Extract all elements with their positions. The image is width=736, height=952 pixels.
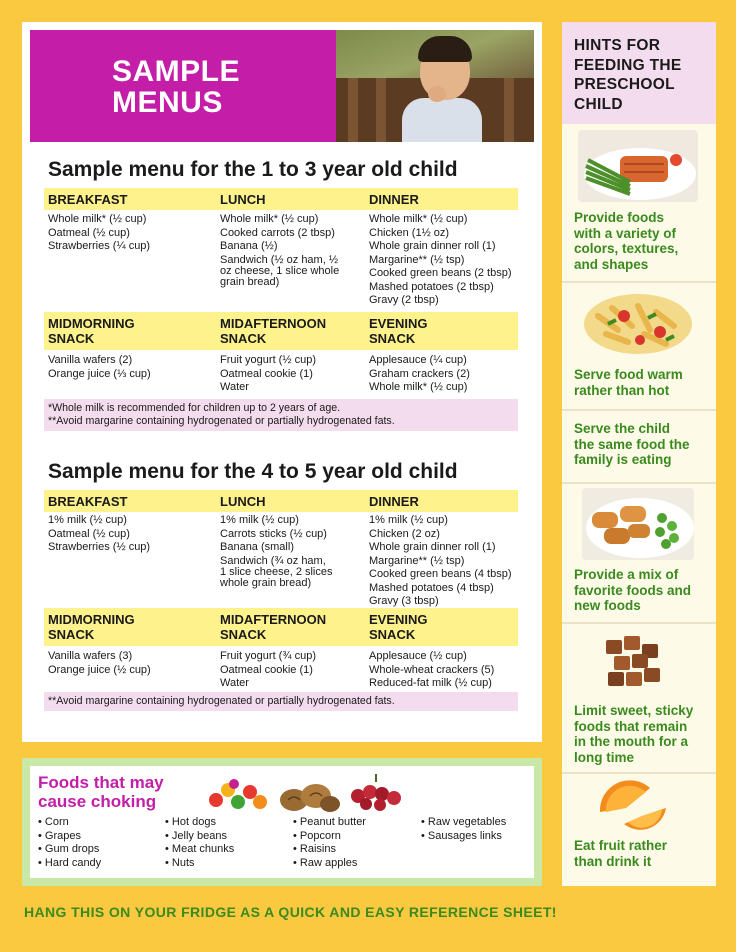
list-item: Margarine** (½ tsp) bbox=[369, 253, 465, 266]
hint-line: rather than hot bbox=[574, 382, 670, 398]
list-item: Water bbox=[220, 677, 249, 689]
menu2-evening-list bbox=[369, 650, 494, 691]
list-item: Fruit yogurt (½ cup) bbox=[220, 354, 316, 366]
list-item: Cooked green beans (4 tbsp) bbox=[369, 568, 512, 580]
list-item: grain bread) bbox=[220, 275, 280, 288]
menu1-breakfast-list bbox=[48, 213, 150, 254]
hint-line: the same food the bbox=[574, 436, 690, 452]
list-item: Whole milk* (½ cup) bbox=[369, 381, 468, 393]
hint-warm-food bbox=[574, 367, 714, 398]
list-item: Oatmeal cookie (1) bbox=[220, 367, 313, 380]
head-line: MIDAFTERNOON bbox=[220, 316, 327, 331]
menu1-midmorning-head bbox=[48, 316, 135, 346]
list-item: Whole milk* (½ cup) bbox=[220, 213, 319, 225]
list-item: Mashed potatoes (2 tbsp) bbox=[369, 280, 494, 293]
hint-line: Serve food warm bbox=[574, 367, 683, 382]
footnote: **Avoid margarine containing hydrogenated or partially hydrogenated fats. bbox=[48, 695, 395, 707]
list-item: 1% milk (½ cup) bbox=[48, 514, 127, 526]
choking-list-3 bbox=[293, 816, 366, 870]
list-item: 1% milk (½ cup) bbox=[369, 514, 448, 526]
menu1-lunch-list bbox=[220, 213, 339, 288]
hint-line: colors, textures, bbox=[574, 241, 679, 256]
menu1-footnotes bbox=[44, 399, 518, 431]
hint-limit-sticky bbox=[574, 703, 714, 765]
head-line: SNACK bbox=[369, 331, 416, 346]
menu2-dinner-head: DINNER bbox=[369, 494, 419, 509]
menu1-evening-head bbox=[369, 316, 428, 346]
hint-line: Serve the child bbox=[574, 421, 671, 436]
footnote: **Avoid margarine containing hydrogenated or partially hydrogenated fats. bbox=[48, 415, 395, 427]
menu2-midmorning-head bbox=[48, 612, 135, 642]
list-item: Whole milk* (½ cup) bbox=[48, 213, 147, 225]
list-item: Fruit yogurt (¾ cup) bbox=[220, 650, 316, 662]
menu1-breakfast-head: BREAKFAST bbox=[48, 192, 128, 207]
choking-list-1 bbox=[38, 816, 101, 870]
list-item: Applesauce (¼ cup) bbox=[369, 354, 467, 366]
list-item: • Peanut butter bbox=[293, 816, 366, 830]
list-item: Margarine** (½ tsp) bbox=[369, 554, 465, 567]
list-item: Sandwich (¾ oz ham, bbox=[220, 554, 326, 567]
list-item: Whole grain dinner roll (1) bbox=[369, 240, 496, 252]
list-item: Sandwich (½ oz ham, ½ bbox=[220, 253, 339, 266]
head-line: SNACK bbox=[220, 627, 267, 642]
list-item: • Grapes bbox=[38, 830, 101, 844]
list-item: • Raisins bbox=[293, 843, 366, 857]
hint-line: foods that remain bbox=[574, 718, 688, 734]
chicken-nuggets-peas-icon bbox=[582, 488, 694, 560]
menu2-midmorning-list bbox=[48, 650, 151, 677]
caramel-candy-icon bbox=[596, 630, 668, 696]
list-item: Orange juice (½ cup) bbox=[48, 663, 151, 676]
choking-list-2 bbox=[165, 816, 234, 870]
hint-line: than drink it bbox=[574, 853, 652, 869]
hint-divider bbox=[562, 482, 716, 484]
list-item: • Sausages links bbox=[421, 830, 506, 844]
list-item: Whole milk* (½ cup) bbox=[369, 213, 468, 225]
menu2-lunch-list bbox=[220, 514, 333, 589]
list-item: Gravy (3 tbsp) bbox=[369, 595, 439, 607]
orange-slice-icon bbox=[594, 778, 670, 834]
list-item: Reduced-fat milk (½ cup) bbox=[369, 677, 492, 689]
hint-line: new foods bbox=[574, 598, 641, 613]
list-item: Gravy (2 tbsp) bbox=[369, 294, 439, 306]
head-line: MIDAFTERNOON bbox=[220, 612, 327, 627]
hint-line: Eat fruit rather bbox=[574, 838, 668, 853]
menu1-lunch-head: LUNCH bbox=[220, 192, 266, 207]
list-item: 1% milk (½ cup) bbox=[220, 514, 299, 526]
hint-line: long time bbox=[574, 749, 634, 765]
sample-menus-banner bbox=[30, 30, 336, 142]
list-item: • Nuts bbox=[165, 857, 234, 871]
head-line: SNACK bbox=[369, 627, 416, 642]
menu2-midafternoon-head bbox=[220, 612, 326, 642]
list-item: Carrots sticks (½ cup) bbox=[220, 527, 327, 540]
list-item: Banana (½) bbox=[220, 240, 278, 252]
hint-line: with a variety of bbox=[574, 225, 677, 241]
pasta-salad-icon bbox=[578, 286, 698, 358]
list-item: Vanilla wafers (3) bbox=[48, 650, 133, 662]
menu1-midafternoon-head bbox=[220, 316, 326, 346]
hint-eat-fruit bbox=[574, 838, 714, 869]
hint-variety bbox=[574, 210, 714, 272]
hint-divider bbox=[562, 622, 716, 624]
hint-divider bbox=[562, 772, 716, 774]
list-item: Strawberries (½ cup) bbox=[48, 541, 151, 553]
hint-divider bbox=[562, 409, 716, 411]
hint-line: in the mouth for a bbox=[574, 734, 688, 749]
hint-line: and shapes bbox=[574, 256, 649, 272]
menu2-breakfast-head: BREAKFAST bbox=[48, 494, 128, 509]
list-item: • Hot dogs bbox=[165, 816, 234, 830]
banner-title-line2: MENUS bbox=[112, 86, 223, 119]
list-item: Banana (small) bbox=[220, 541, 294, 553]
hint-line: Provide a mix of bbox=[574, 567, 679, 582]
list-item: Cooked carrots (2 tbsp) bbox=[220, 226, 335, 239]
menu1-evening-list bbox=[369, 354, 470, 395]
list-item: Chicken (2 oz) bbox=[369, 527, 440, 540]
menu1-midmorning-list bbox=[48, 354, 151, 381]
list-item: • Corn bbox=[38, 816, 101, 830]
head-line: SNACK bbox=[48, 627, 95, 642]
hint-line: family is eating bbox=[574, 452, 672, 467]
list-item: whole grain bread) bbox=[220, 576, 312, 589]
head-line: MIDMORNING bbox=[48, 316, 135, 331]
list-item: • Jelly beans bbox=[165, 830, 234, 844]
list-item: Mashed potatoes (4 tbsp) bbox=[369, 581, 494, 594]
list-item: Oatmeal (½ cup) bbox=[48, 226, 130, 239]
hint-same-food bbox=[574, 421, 714, 468]
head-line: MIDMORNING bbox=[48, 612, 135, 627]
list-item: • Gum drops bbox=[38, 843, 101, 857]
list-item: • Popcorn bbox=[293, 830, 366, 844]
menu2-dinner-list bbox=[369, 514, 511, 609]
footnote: *Whole milk is recommended for children up to 2 years of age. bbox=[48, 402, 341, 414]
head-line: SNACK bbox=[220, 331, 267, 346]
list-item: Water bbox=[220, 381, 249, 393]
list-item: Chicken (1½ oz) bbox=[369, 226, 450, 239]
list-item: • Hard candy bbox=[38, 857, 101, 871]
menu1-dinner-head: DINNER bbox=[369, 192, 419, 207]
hints-title-line: PRESCHOOL bbox=[574, 76, 675, 93]
hints-title-line: HINTS FOR bbox=[574, 37, 661, 54]
list-item: oz cheese, 1 slice whole bbox=[220, 264, 340, 277]
list-item: Whole grain dinner roll (1) bbox=[369, 541, 496, 553]
child-eating-photo bbox=[336, 30, 534, 142]
gummy-candy-icon bbox=[206, 776, 270, 812]
hint-line: Provide foods bbox=[574, 210, 665, 225]
banner-title-line1: SAMPLE bbox=[112, 55, 241, 88]
list-item: Cooked green beans (2 tbsp) bbox=[369, 267, 512, 279]
choking-title-line1: Foods that may bbox=[38, 773, 164, 792]
list-item: Orange juice (⅓ cup) bbox=[48, 367, 151, 380]
banner-title bbox=[112, 56, 240, 118]
hint-mix-foods bbox=[574, 567, 714, 614]
menu2-evening-head bbox=[369, 612, 428, 642]
list-item: Oatmeal (½ cup) bbox=[48, 527, 130, 540]
hint-line: favorite foods and bbox=[574, 582, 692, 598]
hints-title-line: FEEDING THE bbox=[574, 56, 682, 74]
hints-title bbox=[562, 22, 716, 124]
choking-list-4 bbox=[421, 816, 506, 843]
list-item: Whole-wheat crackers (5) bbox=[369, 663, 495, 676]
menu2-title: Sample menu for the 4 to 5 year old child bbox=[48, 460, 458, 483]
menu1-title: Sample menu for the 1 to 3 year old child bbox=[48, 158, 458, 181]
list-item: Oatmeal cookie (1) bbox=[220, 663, 313, 676]
menu2-midafternoon-list bbox=[220, 650, 316, 691]
grapes-icon bbox=[346, 772, 410, 812]
nuts-icon bbox=[278, 780, 342, 814]
choking-title bbox=[38, 773, 164, 811]
list-item: Vanilla wafers (2) bbox=[48, 354, 133, 366]
list-item: • Raw vegetables bbox=[421, 816, 506, 830]
hint-divider bbox=[562, 281, 716, 283]
head-line: EVENING bbox=[369, 316, 428, 331]
footer-banner: HANG THIS ON YOUR FRIDGE AS A QUICK AND EASY REFERENCE SHEET! bbox=[24, 904, 557, 920]
menu1-dinner-list bbox=[369, 213, 511, 308]
list-item: Strawberries (¼ cup) bbox=[48, 240, 151, 252]
salmon-plate-icon bbox=[578, 130, 698, 202]
menu2-breakfast-list bbox=[48, 514, 150, 555]
hints-title-line: CHILD bbox=[574, 95, 623, 113]
head-line: EVENING bbox=[369, 612, 428, 627]
list-item: • Meat chunks bbox=[165, 843, 234, 857]
choking-title-line2: cause choking bbox=[38, 792, 157, 811]
list-item: • Raw apples bbox=[293, 857, 366, 871]
head-line: SNACK bbox=[48, 331, 95, 346]
menu2-lunch-head: LUNCH bbox=[220, 494, 266, 509]
menu2-footnote bbox=[44, 692, 518, 711]
hint-line: Limit sweet, sticky bbox=[574, 703, 694, 718]
list-item: 1 slice cheese, 2 slices bbox=[220, 565, 333, 578]
list-item: Graham crackers (2) bbox=[369, 367, 470, 380]
menu1-midafternoon-list bbox=[220, 354, 316, 395]
list-item: Applesauce (½ cup) bbox=[369, 650, 467, 662]
